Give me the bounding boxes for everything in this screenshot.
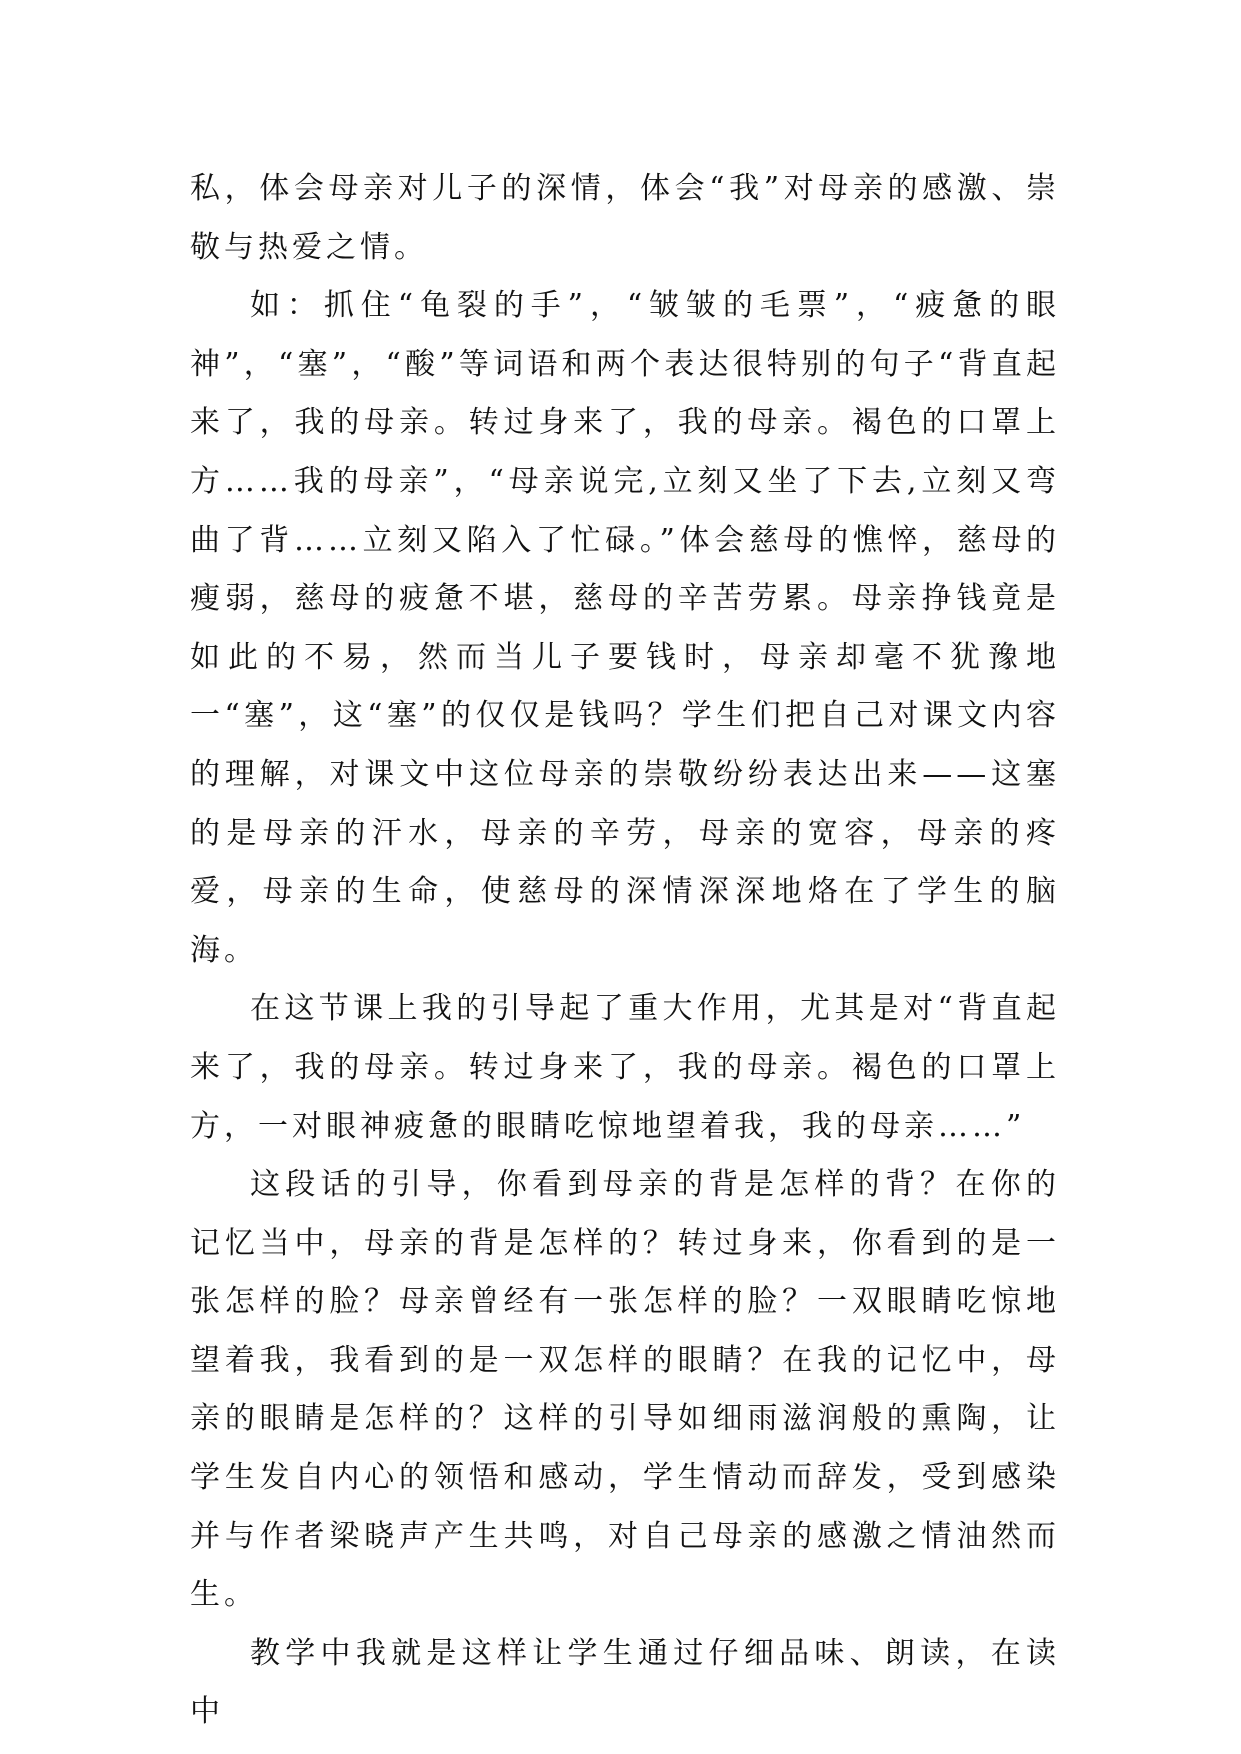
- paragraph: 教学中我就是这样让学生通过仔细品味、朗读，在读中: [190, 1635, 1060, 1730]
- paragraph: 在这节课上我的引导起了重大作用，尤其是对“背直起来了，我的母亲。转过身来了，我的母亲。褐色的口罩上方，一对眼神疲惫的眼睛吃惊地望着我，我的母亲……”: [190, 991, 1060, 1144]
- paragraph-continued: 私，体会母亲对儿子的深情，体会“我”对母亲的感激、崇敬与热爱之情。: [190, 171, 1060, 265]
- paragraph: 这段话的引导，你看到母亲的背是怎样的背？在你的记忆当中，母亲的背是怎样的？转过身来，你看到的是一张怎样的脸？母亲曾经有一张怎样的脸？一双眼睛吃惊地望着我，我看到的是一双怎样的眼睛？在我的记忆中，母亲的眼睛是怎样的？这样的引导如细雨滋润般的熏陶，让学生发自内心的领悟和感动，学生情动而辞发，受到感染并与作者梁晓声产生共鸣，对自己母亲的感激之情油然而生。: [190, 1167, 1060, 1613]
- paragraph: 如：抓住“龟裂的手”，“皱皱的毛票”，“疲惫的眼神”，“塞”，“酸”等词语和两个表达很特别的句子“背直起来了，我的母亲。转过身来了，我的母亲。褐色的口罩上方……我的母亲”，“母亲说完,立刻又坐了下去,立刻又弯曲了背……立刻又陷入了忙碌。”体会慈母的憔悴，慈母的瘦弱，慈母的疲惫不堪，慈母的辛苦劳累。母亲挣钱竟是如此的不易，然而当儿子要钱时，母亲却毫不犹豫地一“塞”，这“塞”的仅仅是钱吗？学生们把自己对课文内容的理解，对课文中这位母亲的崇敬纷纷表达出来——这塞的是母亲的汗水，母亲的辛劳，母亲的宽容，母亲的疼爱，母亲的生命，使慈母的深情深深地烙在了学生的脑海。: [190, 288, 1060, 968]
- body-text: [190, 160, 1060, 1742]
